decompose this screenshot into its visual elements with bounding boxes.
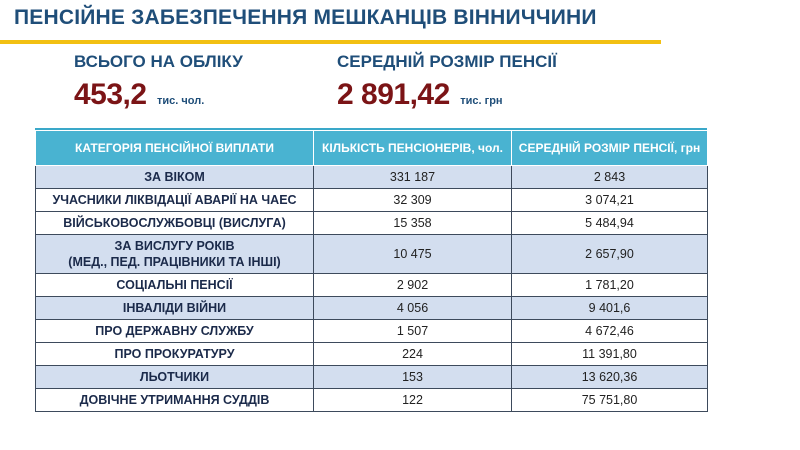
- average-cell: 2 843: [512, 166, 708, 189]
- table-row: [36, 235, 708, 274]
- category-cell: ПРО ПРОКУРАТУРУ: [36, 343, 314, 366]
- total-registered-value: 453,2: [74, 78, 147, 111]
- count-cell: 122: [314, 389, 512, 412]
- category-cell: ДОВІЧНЕ УТРИМАННЯ СУДДІВ: [36, 389, 314, 412]
- table-row: [36, 343, 708, 366]
- total-registered-label: ВСЬОГО НА ОБЛІКУ: [74, 52, 243, 71]
- category-cell: ПРО ДЕРЖАВНУ СЛУЖБУ: [36, 320, 314, 343]
- average-cell: 5 484,94: [512, 212, 708, 235]
- table-header-row: [36, 131, 708, 166]
- pension-table: [35, 130, 708, 412]
- count-cell: 331 187: [314, 166, 512, 189]
- category-cell: ІНВАЛІДИ ВІЙНИ: [36, 297, 314, 320]
- average-cell: 11 391,80: [512, 343, 708, 366]
- count-cell: 153: [314, 366, 512, 389]
- average-pension-value: 2 891,42: [337, 78, 450, 111]
- average-cell: 3 074,21: [512, 189, 708, 212]
- average-cell: 9 401,6: [512, 297, 708, 320]
- column-header-category: КАТЕГОРІЯ ПЕНСІЙНОЇ ВИПЛАТИ: [36, 131, 314, 166]
- average-cell: 75 751,80: [512, 389, 708, 412]
- table-row: [36, 274, 708, 297]
- average-cell: 2 657,90: [512, 235, 708, 274]
- average-pension-block: [337, 52, 557, 112]
- count-cell: 4 056: [314, 297, 512, 320]
- category-cell: ВІЙСЬКОВОСЛУЖБОВЦІ (ВИСЛУГА): [36, 212, 314, 235]
- category-cell: СОЦІАЛЬНІ ПЕНСІЇ: [36, 274, 314, 297]
- total-registered-block: [74, 52, 243, 112]
- category-line-2: (МЕД., ПЕД. ПРАЦІВНИКИ ТА ІНШІ): [68, 255, 281, 269]
- count-cell: 2 902: [314, 274, 512, 297]
- table-row: [36, 389, 708, 412]
- table-row: [36, 297, 708, 320]
- table-row: [36, 366, 708, 389]
- table-row: [36, 189, 708, 212]
- category-cell: ЛЬОТЧИКИ: [36, 366, 314, 389]
- column-header-count: КІЛЬКІСТЬ ПЕНСІОНЕРІВ, чол.: [314, 131, 512, 166]
- category-cell: УЧАСНИКИ ЛІКВІДАЦІЇ АВАРІЇ НА ЧАЕС: [36, 189, 314, 212]
- count-cell: 1 507: [314, 320, 512, 343]
- category-line-1: ЗА ВИСЛУГУ РОКІВ: [114, 239, 235, 253]
- table-row: [36, 212, 708, 235]
- title-underline: [0, 40, 661, 44]
- count-cell: 32 309: [314, 189, 512, 212]
- count-cell: 224: [314, 343, 512, 366]
- table-row: [36, 320, 708, 343]
- average-cell: 1 781,20: [512, 274, 708, 297]
- average-pension-label: СЕРЕДНІЙ РОЗМІР ПЕНСІЇ: [337, 52, 557, 71]
- count-cell: 10 475: [314, 235, 512, 274]
- table-row: [36, 166, 708, 189]
- average-cell: 13 620,36: [512, 366, 708, 389]
- count-cell: 15 358: [314, 212, 512, 235]
- total-registered-unit: тис. чол.: [157, 95, 205, 107]
- pension-table-container: [35, 128, 707, 412]
- page-title: ПЕНСІЙНЕ ЗАБЕЗПЕЧЕННЯ МЕШКАНЦІВ ВІННИЧЧИНИ: [14, 6, 597, 29]
- average-pension-unit: тис. грн: [460, 95, 503, 107]
- category-cell: ЗА ВІКОМ: [36, 166, 314, 189]
- category-cell: [36, 235, 314, 274]
- average-cell: 4 672,46: [512, 320, 708, 343]
- column-header-average: СЕРЕДНІЙ РОЗМІР ПЕНСІЇ, грн: [512, 131, 708, 166]
